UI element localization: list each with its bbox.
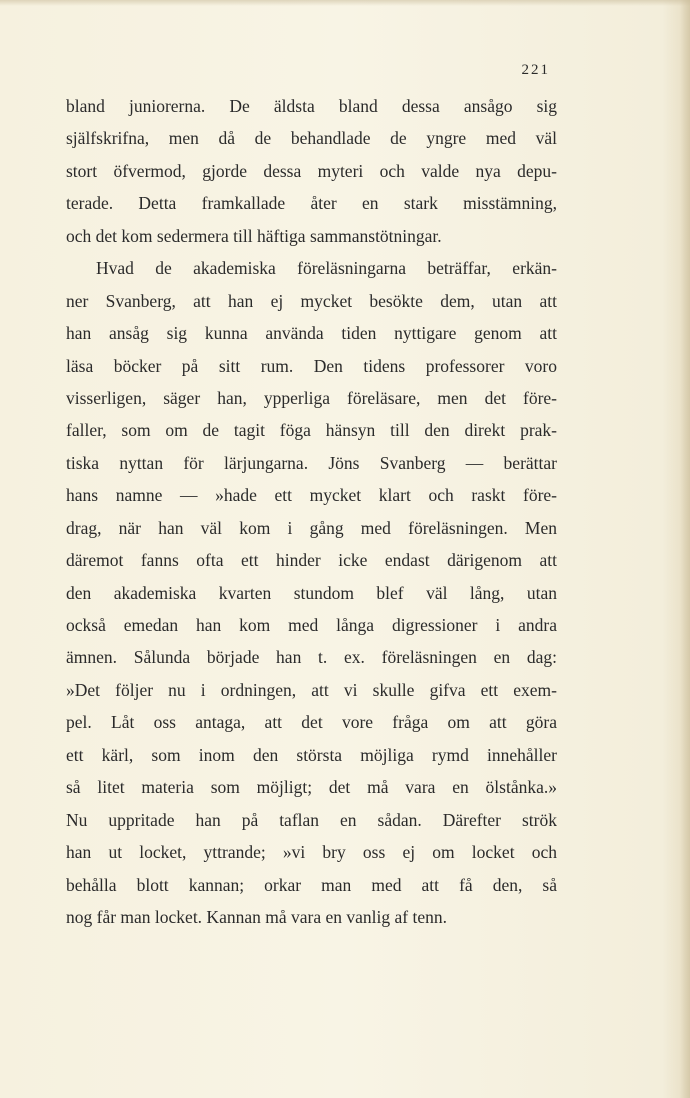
text-line: han ut locket, yttrande; »vi bry oss ej om locket och xyxy=(66,842,557,863)
body-text xyxy=(66,90,557,933)
text-line: »Det följer nu i ordningen, att vi skulle gifva ett exem- xyxy=(66,679,557,700)
text-line: och det kom sedermera till häftiga sammanstötningar. xyxy=(66,225,442,246)
page-top-edge xyxy=(0,0,690,6)
text-line: stort öfvermod, gjorde dessa myteri och valde nya depu- xyxy=(66,160,557,181)
text-line: terade. Detta framkallade åter en stark misstämning, xyxy=(66,193,557,214)
text-line: drag, när han väl kom i gång med föreläsningen. Men xyxy=(66,517,557,538)
text-line: ner Svanberg, att han ej mycket besökte dem, utan att xyxy=(66,290,557,311)
text-line: ett kärl, som inom den största möjliga rymd innehåller xyxy=(66,744,557,765)
text-line: Hvad de akademiska föreläsningarna beträffar, erkän- xyxy=(96,258,557,279)
text-line: nog får man locket. Kannan må vara en vanlig af tenn. xyxy=(66,906,447,927)
text-line: läsa böcker på sitt rum. Den tidens professorer voro xyxy=(66,355,557,376)
page-number: 221 xyxy=(521,62,550,78)
page-right-edge xyxy=(680,0,690,1098)
text-line: visserligen, säger han, ypperliga föreläsare, men det före- xyxy=(66,387,557,408)
text-line: hans namne — »hade ett mycket klart och raskt före- xyxy=(66,485,557,506)
text-line: däremot fanns ofta ett hinder icke endast därigenom att xyxy=(66,550,557,571)
text-line: pel. Låt oss antaga, att det vore fråga om att göra xyxy=(66,712,557,733)
text-line: ämnen. Sålunda började han t. ex. föreläsningen en dag: xyxy=(66,647,557,668)
text-line: faller, som om de tagit föga hänsyn till den direkt prak- xyxy=(66,420,557,441)
text-line: så litet materia som möjligt; det må vara en ölstånka.» xyxy=(66,777,557,798)
text-line: Nu uppritade han på taflan en sådan. Därefter strök xyxy=(66,809,557,830)
text-line: bland juniorerna. De äldsta bland dessa ansågo sig xyxy=(66,96,557,116)
text-line: han ansåg sig kunna använda tiden nyttigare genom att xyxy=(66,323,557,344)
text-line: den akademiska kvarten stundom blef väl lång, utan xyxy=(66,582,557,603)
text-line: själfskrifna, men då de behandlade de yngre med väl xyxy=(66,128,557,149)
text-line: också emedan han kom med långa digressioner i andra xyxy=(66,615,557,635)
text-line: behålla blott kannan; orkar man med att få den, så xyxy=(66,874,557,895)
text-line: tiska nyttan för lärjungarna. Jöns Svanberg — berättar xyxy=(66,452,557,473)
